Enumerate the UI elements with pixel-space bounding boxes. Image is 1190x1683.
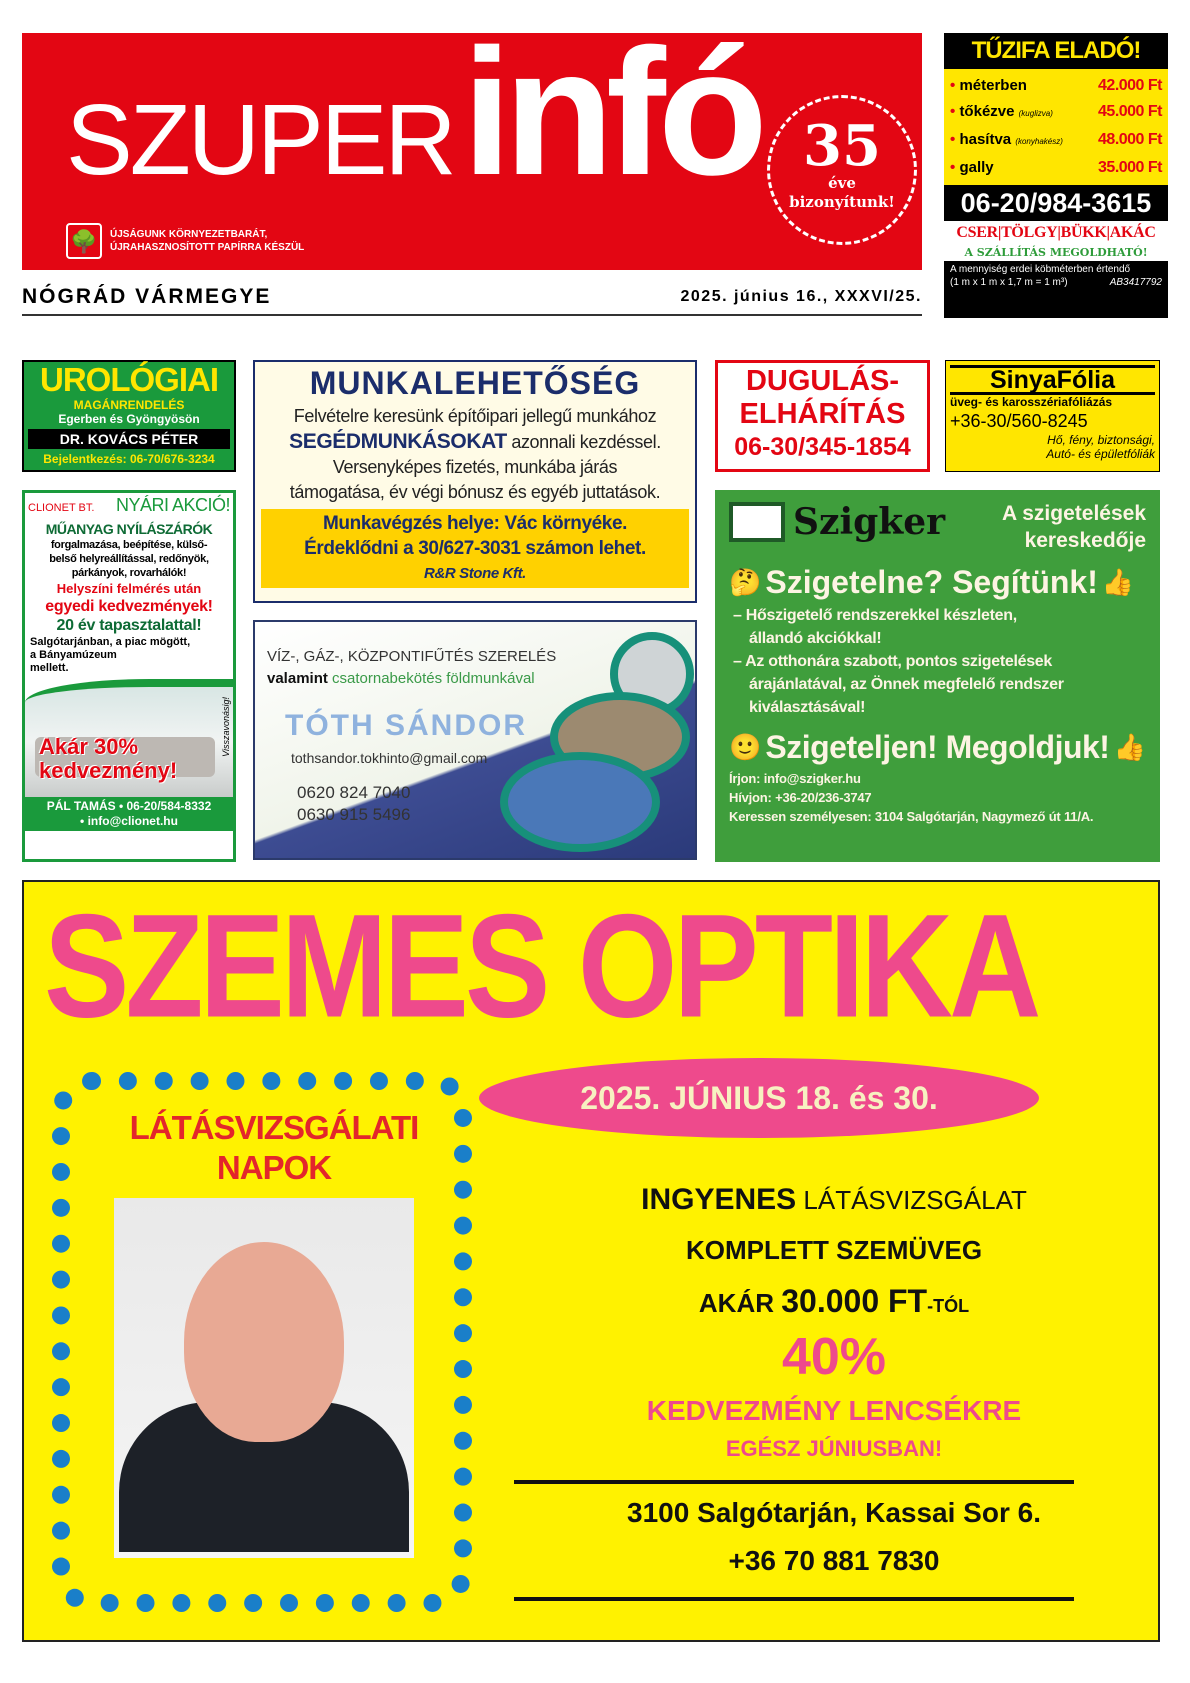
munka-line: Versenyképes fizetés, munkába járás (332, 457, 618, 477)
tuzifa-phone: 06-20/984-3615 (960, 188, 1152, 218)
thinking-emoji-icon: 🤔 (729, 567, 762, 597)
badge-number: 35 (803, 113, 881, 179)
ad-clionet (22, 490, 236, 862)
sinya-sub: üveg- és karosszériafóliázás (950, 395, 1113, 409)
tree-icon: 🌳 (66, 223, 102, 259)
badge-sub1: éve (828, 174, 856, 192)
clio-discount: Akár 30% kedvezmény! (39, 734, 178, 783)
clio-contact: PÁL TAMÁS • 06-20/584-8332 • info@clionet.hu (25, 797, 233, 831)
clio-desc: forgalmazása, beépítése, külső- belső helyreállítással, redőnyök, párkányok, rovarhálók! (49, 539, 209, 579)
optika-address: 3100 Salgótarján, Kassai Sor 6. (627, 1497, 1041, 1528)
sinya-phone: +36-30/560-8245 (950, 411, 1088, 431)
eco-note (66, 223, 304, 259)
optika-title: SZEMES OPTIKA (44, 884, 1038, 1049)
szigker-logo: Szigker (729, 498, 1146, 546)
toth-email: tothsandor.tokhinto@gmail.com (291, 750, 488, 766)
optika-free: INGYENES LÁTÁSVIZSGÁLAT (641, 1183, 1027, 1216)
ad-tuzifa (944, 33, 1168, 318)
living-room-photo (25, 679, 233, 797)
anniversary-badge (767, 95, 917, 245)
sinya-desc: Hő, fény, biztonsági, (1047, 433, 1155, 447)
thumbs-up-icon: 👍 (1113, 732, 1146, 762)
wood-types: CSER|TÖLGY|BÜKK|AKÁC (944, 221, 1168, 245)
price-row: • méterben 42.000 Ft (950, 77, 1162, 94)
szig-bullets: – Hőszigetelő rendszerekkel készleten, állandó akciókkal! – Az otthonára szabott, pontos szigetelések árajánlatával, az Önnek megfelelő rendszer kiválasztásával! (733, 607, 1064, 716)
optika-days: LÁTÁSVIZSGÁLATI NAPOK (129, 1109, 419, 1186)
shipping: A SZÁLLÍTÁS MEGOLDHATÓ! (944, 245, 1168, 261)
szig-headline: Szigetelne? Segítünk! (765, 564, 1098, 600)
optika-lens: KEDVEZMÉNY LENCSÉKRE (646, 1395, 1022, 1426)
uro-booking: Bejelentkezés: 06-70/676-3234 (43, 452, 215, 466)
issue-date: 2025. június 16., XXXVI/25. (680, 288, 922, 305)
szig-contact: Írjon: info@szigker.hu Hívjon: +36-20/236-3747 Keressen személyesen: 3104 Salgótarján, Nagymező út 11/A. (729, 771, 1094, 824)
szig-headline-2-row (729, 725, 1146, 769)
price-row: • tőkézve (kuglizva) 45.000 Ft (950, 103, 1162, 120)
munka-contact: Munkavégzés helye: Vác környéke. Érdeklődni a 30/627-3031 számon lehet. R&R Stone Kft. (261, 509, 689, 588)
munka-title: MUNKALEHETŐSÉG (309, 365, 641, 401)
ad-szigker (715, 490, 1160, 862)
szigker-tagline: A szigetelések kereskedője (1002, 502, 1146, 552)
divider (514, 1597, 1074, 1601)
divider (514, 1480, 1074, 1484)
uro-title: UROLÓGIAI (40, 361, 218, 398)
uro-doctor: DR. KOVÁCS PÉTER (28, 429, 230, 449)
szig-headline-2: Szigeteljen! Megoldjuk! (765, 729, 1110, 765)
ad-toth-sandor (253, 620, 697, 860)
optika-percent: 40% (781, 1328, 887, 1386)
ad-urologiai (22, 360, 236, 472)
price-row: • hasítva (konyhakész) 48.000 Ft (950, 131, 1162, 148)
optika-dates: 2025. JÚNIUS 18. és 30. (479, 1058, 1039, 1138)
uro-place: Egerben és Gyöngyösön (58, 412, 200, 426)
szig-headline-row (729, 560, 1146, 604)
clio-location: Salgótarjánban, a piac mögött, a Bányamúzeum mellett. (30, 636, 191, 674)
toth-line: VÍZ-, GÁZ-, KÖZPONTIFŰTÉS SZERELÉS (267, 648, 557, 665)
dateline (22, 280, 922, 316)
clio-validity: Visszavonásig! (221, 697, 231, 757)
sinya-desc: Autó- és épületfóliák (1046, 447, 1155, 461)
toth-line: valamint csatornabekötés földmunkával (267, 670, 535, 687)
eco-line-1: ÚJSÁGUNK KÖRNYEZETBARÁT, (110, 229, 268, 240)
toth-name: TÓTH SÁNDOR (285, 709, 527, 742)
ad-szemes-optika (22, 880, 1160, 1642)
house-icon (729, 502, 785, 542)
optika-phone: +36 70 881 7830 (728, 1545, 940, 1576)
region: NÓGRÁD VÁRMEGYE (22, 285, 272, 308)
price-row: • gally 35.000 Ft (950, 159, 1162, 176)
clio-red: egyedi kedvezmények! (45, 598, 213, 615)
dug-line: DUGULÁS- (745, 365, 900, 397)
munka-line: Felvételre keresünk építőipari jellegű munkához (293, 406, 657, 426)
tuzifa-price-list (944, 69, 1168, 185)
sinya-logo: SinyaFólia (950, 365, 1155, 395)
toth-phones: 0620 824 7040 0630 915 5496 (297, 783, 411, 824)
dug-phone: 06-30/345-1854 (734, 433, 911, 461)
masthead (22, 33, 922, 270)
smile-emoji-icon: 🙂 (729, 732, 762, 762)
portrait-head (184, 1242, 344, 1442)
optika-month: EGÉSZ JÚNIUSBAN! (725, 1436, 943, 1461)
ad-sinyafolia (945, 360, 1160, 472)
tuzifa-title: TŰZIFA ELADÓ! (971, 37, 1141, 64)
clio-product: MŰANYAG NYÍLÁSZÁRÓK (45, 521, 213, 537)
brand-info: infó (462, 33, 760, 213)
uro-sub: MAGÁNRENDELÉS (73, 398, 185, 412)
clio-promo: NYÁRI AKCIÓ! (115, 495, 230, 515)
optika-kit: KOMPLETT SZEMÜVEG (685, 1235, 983, 1265)
optika-from: AKÁR 30.000 FT-TÓL (698, 1283, 970, 1319)
clio-exp: 20 év tapasztalattal! (56, 617, 202, 634)
dug-line: ELHÁRÍTÁS (739, 398, 906, 430)
brand-szuper: SZUPER (66, 84, 454, 196)
ad-dugulas (715, 360, 930, 472)
clio-company: CLIONET BT. (28, 502, 95, 514)
tuzifa-note: A mennyiség erdei köbméterben értendő (1 m x 1 m x 1,7 m = 1 m³) AB3417792 (950, 264, 1162, 288)
munka-line: SEGÉDMUNKÁSOKAT azonnali kezdéssel. (289, 430, 661, 453)
ad-munkalehetoseg (253, 360, 697, 603)
thumbs-up-icon: 👍 (1101, 567, 1135, 597)
badge-sub2: bizonyítunk! (789, 193, 895, 211)
photo-plumber (500, 752, 660, 852)
clio-red: Helyszíni felmérés után (56, 581, 202, 596)
munka-line: támogatása, év végi bónusz és egyéb juttatások. (289, 482, 661, 502)
eco-line-2: ÚJRAHASZNOSÍTOTT PAPÍRRA KÉSZÜL (110, 242, 305, 253)
